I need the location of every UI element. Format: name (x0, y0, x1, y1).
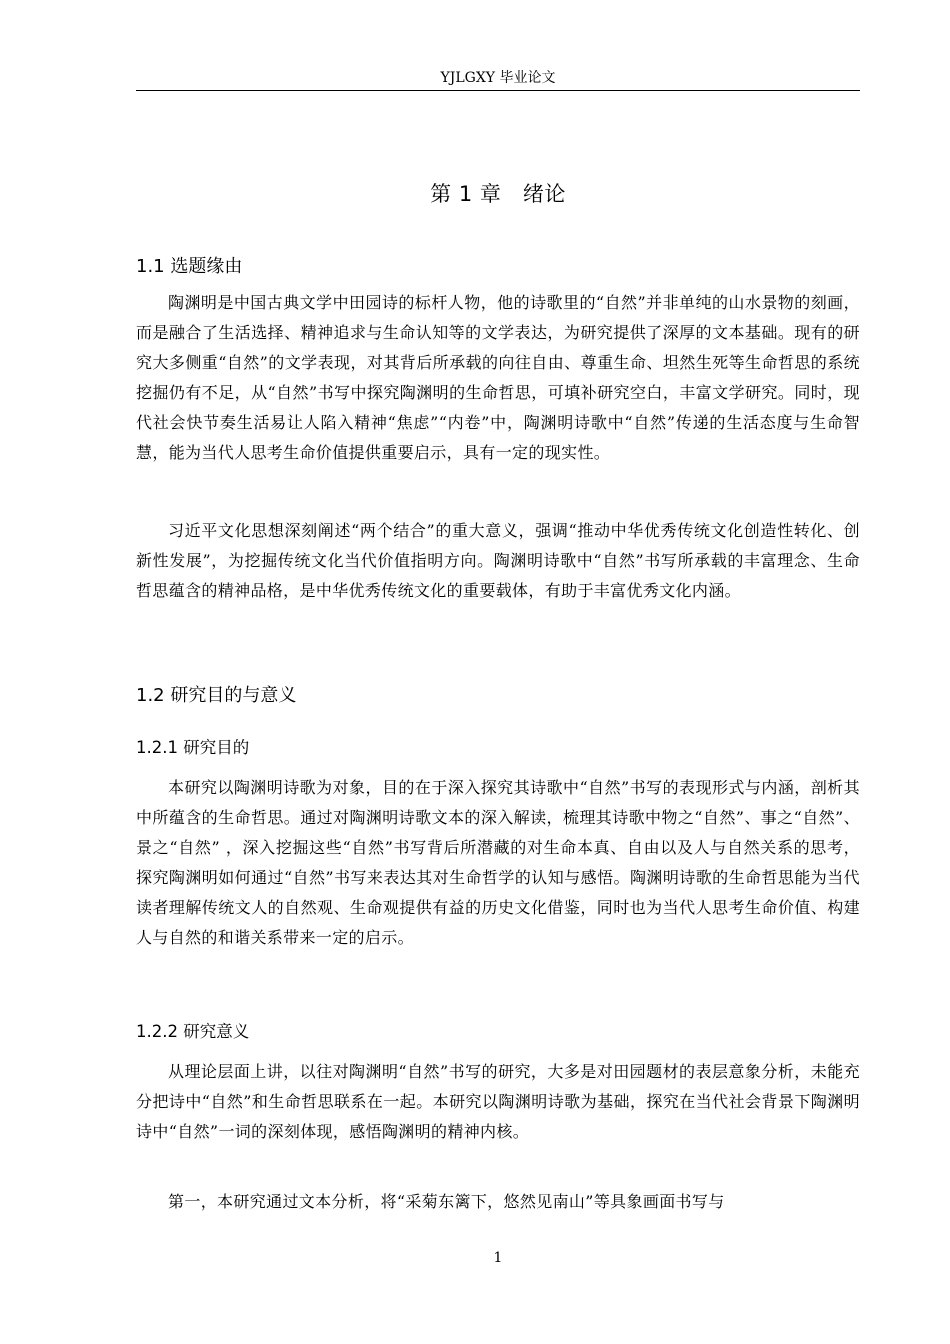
paragraph-1-2-1: 本研究以陶渊明诗歌为对象，目的在于深入探究其诗歌中“自然”书写的表现形式与内涵，剖析其中所蕴含的生命哲思。通过对陶渊明诗歌文本的深入解读，梳理其诗歌中物之“自然”、事之“自然”、景之“自然” ，深入挖掘这些“自然”书写背后所潜藏的对生命本真、自由以及人与自然关系的思考，探究陶渊明如何通过“自然”书写来表达其对生命哲学的认知与感悟。陶渊明诗歌的生命哲思能为当代读者理解传统文人的自然观、生命观提供有益的历史文化借鉴，同时也为当代人思考生命价值、构建人与自然的和谐关系带来一定的启示。 (136, 778, 860, 947)
paragraph-1-2-2-b: 第一，本研究通过文本分析，将“采菊东篱下，悠然见南山”等具象画面书写与 (168, 1192, 725, 1211)
paragraph-1-2-2-a: 从理论层面上讲，以往对陶渊明“自然”书写的研究，大多是对田园题材的表层意象分析，未能充分把诗中“自然”和生命哲思联系在一起。本研究以陶渊明诗歌为基础，探究在当代社会背景下陶渊明诗中“自然”一词的深刻体现，感悟陶渊明的精神内核。 (136, 1062, 860, 1141)
section-heading-1-1: 1.1 选题缘由 (136, 256, 243, 277)
chapter-title: 第 1 章 绪论 (430, 182, 566, 206)
running-header: YJLGXY 毕业论文 (440, 70, 556, 86)
paragraph-1-1-b: 习近平文化思想深刻阐述“两个结合”的重大意义，强调“推动中华优秀传统文化创造性转化、创新性发展”，为挖掘传统文化当代价值指明方向。陶渊明诗歌中“自然”书写所承载的丰富理念、生命哲思蕴含的精神品格，是中华优秀传统文化的重要载体，有助于丰富优秀文化内涵。 (136, 521, 860, 600)
header-rule (136, 90, 860, 91)
paragraph-1-1-a: 陶渊明是中国古典文学中田园诗的标杆人物，他的诗歌里的“自然”并非单纯的山水景物的刻画，而是融合了生活选择、精神追求与生命认知等的文学表达，为研究提供了深厚的文本基础。现有的研究大多侧重“自然”的文学表现，对其背后所承载的向往自由、尊重生命、坦然生死等生命哲思的系统挖掘仍有不足，从“自然”书写中探究陶渊明的生命哲思，可填补研究空白，丰富文学研究。同时，现代社会快节奏生活易让人陷入精神“焦虑”“内卷”中，陶渊明诗歌中“自然”传递的生活态度与生命智慧，能为当代人思考生命价值提供重要启示，具有一定的现实性。 (136, 293, 860, 462)
section-heading-1-2-2: 1.2.2 研究意义 (136, 1022, 250, 1041)
page-number: 1 (493, 1250, 503, 1266)
section-heading-1-2: 1.2 研究目的与意义 (136, 685, 297, 706)
section-heading-1-2-1: 1.2.1 研究目的 (136, 738, 250, 757)
